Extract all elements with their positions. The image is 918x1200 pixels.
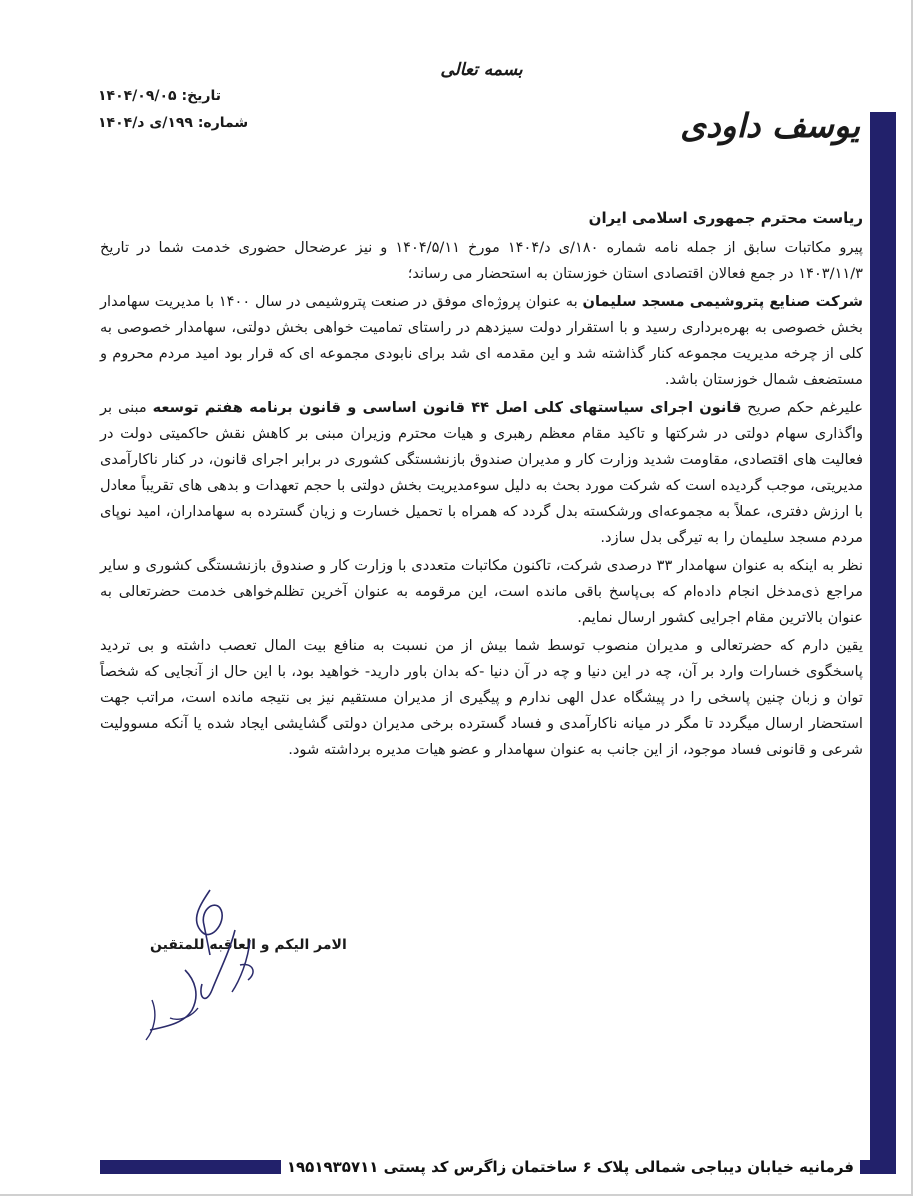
letterhead-name: یوسف داودی — [680, 106, 860, 145]
paragraph-3-text: مبنی بر واگذاری سهام دولتی در شرکتها و تاکید مقام معظم رهبری و هیات محترم وزیران مبنی بر کاهش نقش حاکمیتی دولت در فعالیت های اقتصادی، مقاومت شدید وزارت کار و مدیران صندوق بازنشستگی کشوری در برابر اجرای قانون، در کنار ناکارآمدی مدیریتی، موجب گردیده است که شرکت مورد بحث به دلیل سوءمدیریت بخش دولتی با حجم تعهدات و بدهی های تقریباً معادل با ارزش دفتری، عملاً به مجموعه‌ای ورشکسته بدل گردد که همراه با تحمیل خسارت و زیان گسترده به سهامداران، امید نوپای مردم مسجد سلیمان را به تیرگی بدل سازد. — [100, 399, 863, 546]
letter-number — [98, 115, 248, 131]
handwritten-signature — [140, 880, 270, 1050]
company-name: شرکت صنایع پتروشیمی مسجد سلیمان — [582, 293, 863, 310]
recipient-heading: ریاست محترم جمهوری اسلامی ایران — [588, 209, 863, 227]
paragraph-4: نظر به اینکه به عنوان سهامدار ۳۳ درصدی شرکت، تاکنون مکاتبات متعددی با وزارت کار و صندوق بازنشستگی کشوری و سایر مراجع ذی‌مدخل انجام داده‌ام که بی‌پاسخ باقی مانده است، این مرقومه به عنوان آخرین تظلم‌خواهی خدمت حضرتعالی به عنوان بالاترین مقام اجرایی کشور ارسال نمایم. — [100, 557, 863, 626]
date-label: تاریخ: — [181, 88, 221, 104]
closing-line: الامر الیکم و العاقبه للمتقین — [150, 937, 347, 953]
number-value: ۱۹۹/ی د/۱۴۰۴ — [98, 115, 193, 131]
paragraph-3 — [100, 395, 863, 551]
footer-address: فرمانیه خیابان دیباجی شمالی پلاک ۶ ساختمان زاگرس کد پستی ۱۹۵۱۹۳۵۷۱۱ — [281, 1158, 860, 1176]
paragraph-2 — [100, 289, 863, 393]
paragraph-5: یقین دارم که حضرتعالی و مدیران منصوب توسط شما بیش از من نسبت به منافع بیت المال تعصب داشته و بی تردید پاسخگوی خسارات وارد بر آن، چه در این دنیا و چه در آن دنیا -که بدان باور دارید- خواهید بود، با این حال از آنجایی که شخصاً توان و زبان چنین پاسخی را در پیشگاه عدل الهی ندارم و پیگیری از مدیران مستقیم نیز بی نتیجه مانده است، مراتب جهت استحضار ارسال میگردد تا مگر در میانه ناکارآمدی و فساد گسترده برخی مدیران دولتی گشایشی ایجاد شده یا آنکه مسوولیت شرعی و قانونی فساد موجود، از این جانب به عنوان سهامدار و عضو هیات مدیره برداشته شود. — [100, 637, 863, 758]
law-reference: قانون اجرای سیاستهای کلی اصل ۴۴ قانون اساسی و قانون برنامه هفتم توسعه — [152, 399, 742, 416]
letterhead-side-bar — [870, 112, 896, 1174]
date-value: ۱۴۰۴/۰۹/۰۵ — [98, 88, 177, 104]
paragraph-3-start: علیرغم حکم صریح — [741, 399, 863, 416]
basmala-heading: بسمه تعالی — [440, 60, 523, 80]
paragraph-1: پیرو مکاتبات سابق از جمله نامه شماره ۱۸۰/ی د/۱۴۰۴ مورخ ۱۴۰۴/۵/۱۱ و نیز عرضحال حضوری خدمت شما در تاریخ ۱۴۰۳/۱۱/۳ در جمع فعالان اقتصادی استان خوزستان به استحضار می رساند؛ — [100, 239, 863, 282]
letter-date — [98, 88, 221, 104]
number-label: شماره: — [197, 115, 249, 131]
paragraph-2-text: به عنوان پروژه‌ای موفق در صنعت پتروشیمی در سال ۱۴۰۰ با مدیریت سهامدار بخش خصوصی به بهره‌برداری رسید و با استقرار دولت سیزدهم در راستای تمامیت خواهی بخش دولتی، سهامدار خصوصی به کلی از چرخه مدیریت مجموعه کنار گذاشته شد و این مقدمه ای شد برای نابودی مجموعه ای که قرار بود امید مردم محروم و مستضعف شمال خوزستان باشد. — [100, 293, 863, 388]
letter-body — [100, 205, 863, 765]
